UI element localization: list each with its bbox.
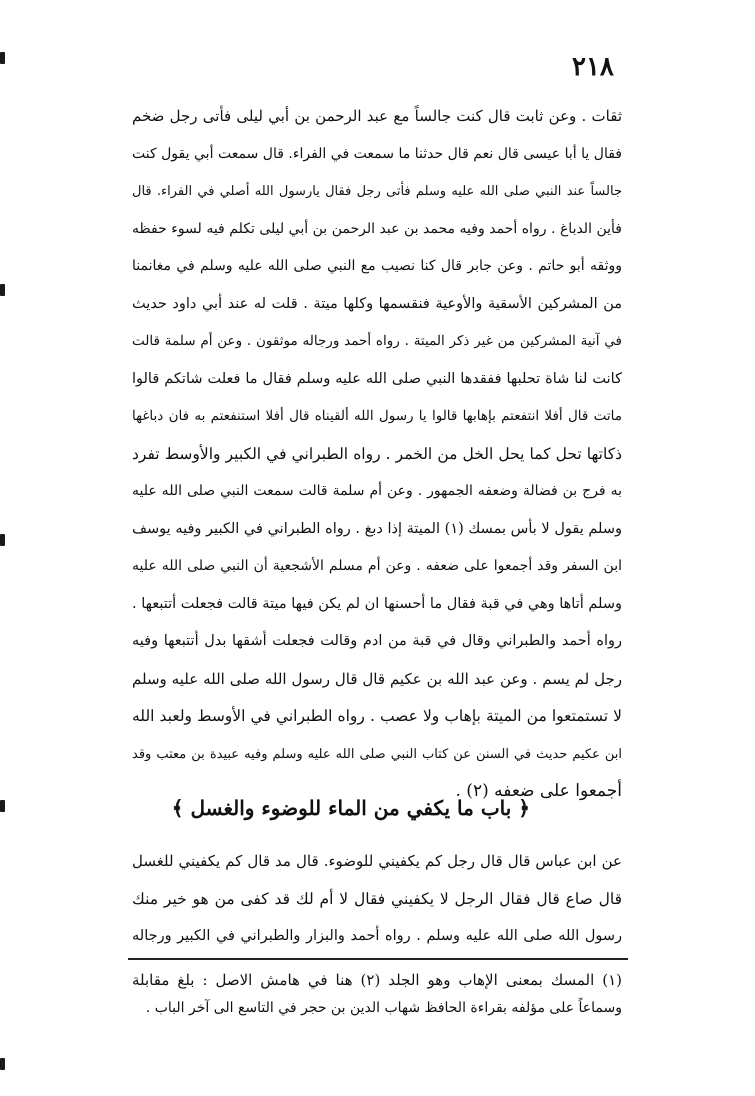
text-line: أجمعوا على ضعفه (٢) . [455,781,622,801]
text-line: عن ابن عباس قال قال رجل كم يكفيني للوضوء. قال مد قال كم يكفيني للغسل [132,852,622,870]
text-line: جالساً عند النبي صلى الله عليه وسلم فأتى رجل فقال يارسول الله أصلي في الفراء. قال [132,184,622,199]
text-line: رسول الله صلى الله عليه وسلم . رواه أحمد والبزار والطبراني في الكبير ورجاله [132,928,622,944]
footnote-divider [128,958,628,960]
text-line: ذكاتها تحل كما يحل الخل من الخمر . رواه الطبراني في الكبير والأوسط تفرد [132,444,622,463]
text-line: قال صاع قال فقال الرجل لا يكفيني فقال لا أم لك قد كفى من هو خير منك [132,889,622,908]
text-line: رواه أحمد والطبراني وقال في قبة من ادم وقالت فجعلت أشقها بدل أتتبعها وفيه [132,633,622,649]
text-line: من المشركين الأسقية والأوعية فنقسمها وكلها ميتة . قلت له عند أبي داود حديث [132,295,622,312]
page-number: ٢١٨ [572,52,614,82]
footnote-line: وسماعاً على مؤلفه بقراءة الحافظ شهاب الدين بن حجر في التاسع الى آخر الباب . [145,1000,622,1016]
text-line: ثقات . وعن ثابت قال كنت جالساً مع عبد الرحمن بن أبي ليلى فأتى رجل ضخم [132,107,622,125]
text-line: ابن عكيم حديث في السنن عن كتاب النبي صلى الله عليه وسلم وفيه عبيدة بن معتب وقد [132,746,622,762]
main-text-block [132,98,622,811]
text-line: ماتت قال أفلا انتفعتم بإهابها قالوا يا رسول الله ألقيناه قال أفلا استنفعتم به فان دباغها [132,408,622,424]
text-line: ووثقه أبو حاتم . وعن جابر قال كنا نصيب مع النبي صلى الله عليه وسلم في مغانمنا [132,258,622,274]
text-line: فأين الدباغ . رواه أحمد وفيه محمد بن عبد الرحمن بن أبي ليلى تكلم فيه لسوء حفظه [132,220,622,237]
text-line: فقال يا أبا عيسى قال نعم قال حدثنا ما سمعت في الفراء. قال سمعت أبي يقول كنت [132,145,622,162]
text-line: وسلم أتاها وهي في قبة فقال ما أحسنها ان لم يكن فيها ميتة قالت فجعلت أتتبعها . [132,595,622,612]
text-line: لا تستمتعوا من الميتة بإهاب ولا عصب . رواه الطبراني في الأوسط ولعبد الله [132,707,622,725]
chapter-heading: ﴿ باب ما يكفي من الماء للوضوء والغسل ﴾ [171,796,530,820]
binding-hole-mark [0,1058,5,1070]
text-line: كانت لنا شاة تحلبها ففقدها النبي صلى الله عليه وسلم فقال ما فعلت شاتكم قالوا [132,370,622,387]
chapter-text-block [132,843,622,956]
binding-hole-mark [0,284,5,296]
binding-hole-mark [0,52,5,64]
text-line: في آنية المشركين من غير ذكر الميتة . رواه أحمد ورجاله موثقون . وعن أم سلمة قالت [132,333,622,349]
text-line: ابن السفر وقد أجمعوا على ضعفه . وعن أم مسلم الأشجعية أن النبي صلى الله عليه [132,558,622,574]
text-line: به فرج بن فضالة وضعفه الجمهور . وعن أم سلمة قالت سمعت النبي صلى الله عليه [132,483,622,499]
footnote-line: (١) المسك بمعنى الإهاب وهو الجلد (٢) هنا في هامش الاصل : بلغ مقابلة [132,971,622,989]
binding-hole-mark [0,800,5,812]
footnotes-block [132,966,622,1022]
binding-hole-mark [0,534,5,546]
text-line: رجل لم يسم . وعن عبد الله بن عكيم قال قال رسول الله صلى الله عليه وسلم [132,669,622,688]
text-line: وسلم يقول لا بأس بمسك (١) الميتة إذا دبغ . رواه الطبراني في الكبير وفيه يوسف [132,520,622,537]
